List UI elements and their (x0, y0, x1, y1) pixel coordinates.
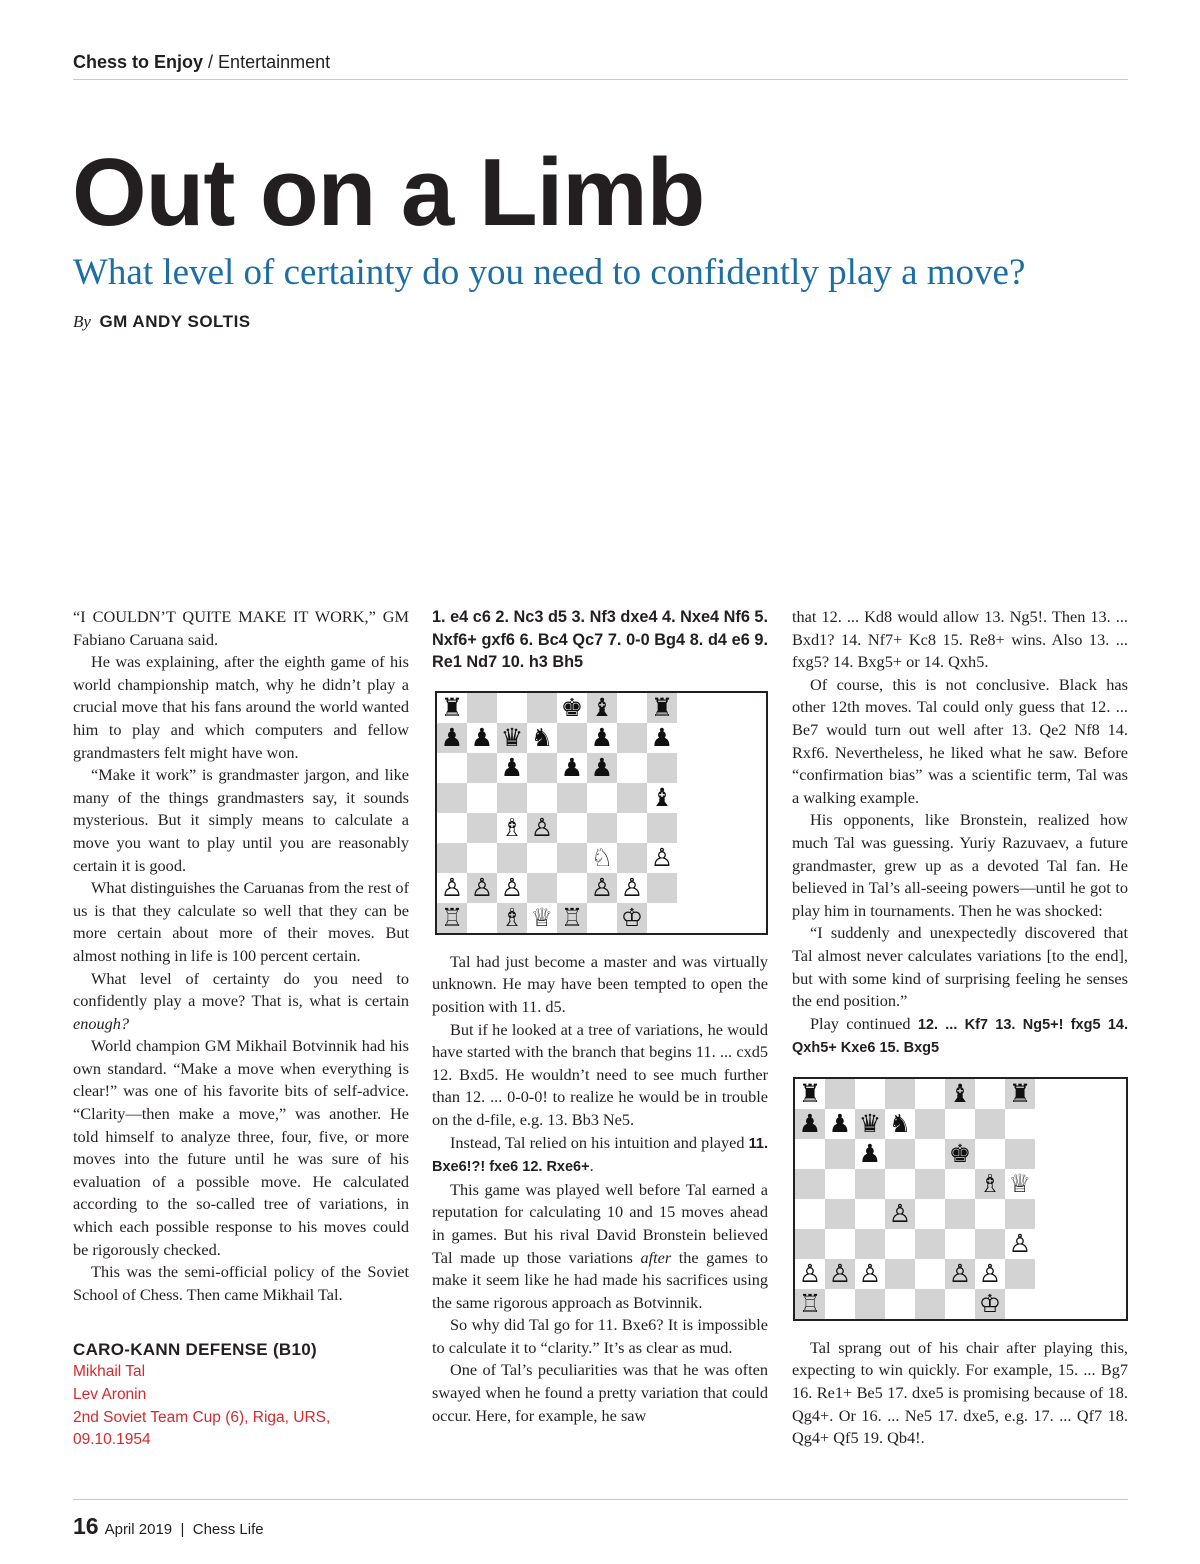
black-pawn-icon: ♟ (470, 722, 494, 752)
board-square (557, 753, 587, 783)
board-square (647, 723, 677, 753)
white-king-icon: ♔ (620, 902, 644, 932)
paragraph: His opponents, like Bronstein, realized how much Tal was guessing. Yuriy Razuvaev, a future grandmaster, grew up as a devoted Tal fan. He believed in Tal’s all-seeing powers—until he got to play him in tournaments. Then he was shocked: (792, 810, 1128, 920)
emphasis-text: after (640, 1247, 672, 1267)
move-text: 12. ... Kf7 13. Ng5+! fxg5 14. Qxh5+ Kxe6 15. Bxg5 (792, 1016, 1128, 1057)
board-square (647, 753, 677, 783)
white-pawn-icon: ♙ (858, 1258, 882, 1288)
board-square (527, 753, 557, 783)
white-pawn-icon: ♙ (978, 1258, 1002, 1288)
board-square (945, 1169, 975, 1199)
white-king-icon: ♔ (978, 1288, 1002, 1318)
board-square (437, 813, 467, 843)
page-footer (73, 1514, 264, 1542)
white-pawn-icon: ♙ (590, 872, 614, 902)
white-queen-icon: ♕ (530, 902, 554, 932)
board-square (855, 1079, 885, 1109)
paragraph-text: What level of certainty do you need to confidently play a move? That is, what is certain (73, 968, 409, 1011)
black-pawn-icon: ♟ (858, 1138, 882, 1168)
black-rook-icon: ♜ (650, 692, 674, 722)
board-square (617, 753, 647, 783)
column-1 (73, 606, 409, 1452)
board-square (437, 693, 467, 723)
board-square (1005, 1199, 1035, 1229)
paragraph: What distinguishes the Caruanas from the rest of us is that they calculate so well that they can be more certain about more of their moves. But almost nothing in life is 100 percent certain. (73, 878, 409, 965)
board-square (497, 843, 527, 873)
paragraph-text: This game was played well before Tal earned a reputation for calculating 10 and 15 moves ahead in games. But his rival David Bronstein believed Tal made up those variations (432, 1179, 768, 1267)
board-square (885, 1259, 915, 1289)
byline-prefix: By (73, 312, 91, 331)
board-square (825, 1139, 855, 1169)
board-square (587, 723, 617, 753)
board-square (557, 903, 587, 933)
board-square (825, 1259, 855, 1289)
paragraph-text: . (589, 1156, 594, 1176)
board-square (467, 873, 497, 903)
white-bishop-icon: ♗ (500, 812, 524, 842)
paragraph (792, 1013, 1128, 1060)
board-square (885, 1229, 915, 1259)
game-moves: 1. e4 c6 2. Nc3 d5 3. Nf3 dxe4 4. Nxe4 Nf6 5. Nxf6+ gxf6 6. Bc4 Qc7 7. 0-0 Bg4 8. d4 e6 9. Re1 Nd7 10. h3 Bh5 (432, 608, 768, 672)
paragraph: “I suddenly and unexpectedly discovered that Tal almost never calculates variations [to the end], but with some kind of surprising feeling he senses the end position.” (792, 923, 1128, 1011)
board-square (945, 1229, 975, 1259)
board-square (527, 903, 557, 933)
board-square (855, 1259, 885, 1289)
board-square (825, 1289, 855, 1319)
white-rook-icon: ♖ (798, 1288, 822, 1318)
white-pawn-icon: ♙ (530, 812, 554, 842)
paragraph: He was explaining, after the eighth game of his world championship match, why he didn’t play a crucial move that his fans around the world wanted him to play and which computers and fellow grandmasters felt might have won. (73, 652, 409, 762)
board-square (527, 693, 557, 723)
paragraph: But if he looked at a tree of variations, he would have started with the branch that begins 11. ... cxd5 12. Bxd5. He wouldn’t need to see much further than 12. ... 0-0-0! to realize he would be in trouble on the d-file, e.g. 13. Bb3 Ne5. (432, 1019, 768, 1129)
white-bishop-icon: ♗ (978, 1168, 1002, 1198)
column-2 (432, 606, 768, 1427)
board-square (617, 723, 647, 753)
board-square (825, 1199, 855, 1229)
black-bishop-icon: ♝ (948, 1078, 972, 1108)
white-pawn-icon: ♙ (948, 1258, 972, 1288)
black-queen-icon: ♛ (858, 1108, 882, 1138)
white-bishop-icon: ♗ (500, 902, 524, 932)
board-square (617, 903, 647, 933)
board-square (945, 1199, 975, 1229)
board-square (467, 723, 497, 753)
board-square (1005, 1079, 1035, 1109)
black-knight-icon: ♞ (888, 1108, 912, 1138)
board-square (497, 903, 527, 933)
black-queen-icon: ♛ (500, 722, 524, 752)
white-queen-icon: ♕ (1008, 1168, 1032, 1198)
black-pawn-icon: ♟ (440, 722, 464, 752)
paragraph-text: Instead, Tal relied on his intuition and played (450, 1132, 749, 1152)
board-square (795, 1199, 825, 1229)
board-square (467, 843, 497, 873)
board-square (557, 873, 587, 903)
black-pawn-icon: ♟ (828, 1108, 852, 1138)
black-pawn-icon: ♟ (590, 722, 614, 752)
board-square (1005, 1169, 1035, 1199)
board-square (437, 903, 467, 933)
byline (73, 309, 251, 334)
board-square (497, 753, 527, 783)
section-name: Chess to Enjoy (73, 52, 204, 72)
board-square (885, 1169, 915, 1199)
paragraph: Of course, this is not conclusive. Black has other 12th moves. Tal could only guess that 12. ... Be7 would turn out well after 13. Qe2 Nf8 14. Rxf6. Nevertheless, he liked what he saw. Before “confirmation bias” was a scientific term, Tal was a walking example. (792, 674, 1128, 807)
board-square (437, 723, 467, 753)
board-square (587, 783, 617, 813)
board-square (587, 873, 617, 903)
board-square (795, 1109, 825, 1139)
board-square (557, 843, 587, 873)
board-square (975, 1229, 1005, 1259)
white-pawn-icon: ♙ (1008, 1228, 1032, 1258)
white-pawn-icon: ♙ (620, 872, 644, 902)
footer-divider (73, 1499, 1128, 1500)
board-square (885, 1079, 915, 1109)
black-king-icon: ♚ (948, 1138, 972, 1168)
black-bishop-icon: ♝ (650, 782, 674, 812)
move-text: 11. Bxe6!?! fxe6 12. Rxe6+ (432, 1135, 768, 1176)
article-title: Out on a Limb (72, 139, 705, 246)
paragraph: Tal sprang out of his chair after playing this, expecting to win quickly. For example, 15. ... Bg7 16. Re1+ Be5 17. dxe5 is promising because of 18. Qg4+. Or 16. ... Ne5 17. dxe5, e.g. 17. ... Qf7 18. Qg4+ Qf5 19. Qb4!. (792, 1337, 1128, 1448)
black-pawn-icon: ♟ (798, 1108, 822, 1138)
board-square (855, 1289, 885, 1319)
board-square (647, 693, 677, 723)
black-rook-icon: ♜ (440, 692, 464, 722)
paragraph: “Make it work” is grandmaster jargon, and like many of the things grandmasters say, it sounds mysterious. But it simply means to calculate a move you want to play until you are reasonably certain it is good. (73, 765, 409, 875)
board-square (617, 873, 647, 903)
paragraph: Tal had just become a master and was virtually unknown. He may have been tempted to open the position with 11. d5. (432, 951, 768, 1016)
board-square (915, 1109, 945, 1139)
board-square (945, 1289, 975, 1319)
board-square (587, 813, 617, 843)
board-square (617, 843, 647, 873)
game-black-player: Lev Aronin (73, 1386, 147, 1403)
board-square (497, 873, 527, 903)
board-square (795, 1289, 825, 1319)
game-title: CARO-KANN DEFENSE (B10) (73, 1340, 317, 1360)
board-square (437, 843, 467, 873)
board-square (497, 723, 527, 753)
black-king-icon: ♚ (560, 692, 584, 722)
paragraph: This was the semi-official policy of the Soviet School of Chess. Then came Mikhail Tal. (73, 1262, 409, 1304)
board-square (497, 813, 527, 843)
white-pawn-icon: ♙ (798, 1258, 822, 1288)
board-square (467, 693, 497, 723)
board-square (975, 1169, 1005, 1199)
board-square (855, 1229, 885, 1259)
column-3 (792, 606, 1128, 1450)
board-square (527, 873, 557, 903)
white-rook-icon: ♖ (440, 902, 464, 932)
board-square (795, 1079, 825, 1109)
board-square (795, 1139, 825, 1169)
paragraph-text: Play continued (810, 1013, 918, 1033)
board-square (437, 783, 467, 813)
board-square (1005, 1229, 1035, 1259)
board-square (587, 753, 617, 783)
board-square (825, 1109, 855, 1139)
board-square (915, 1229, 945, 1259)
board-square (975, 1289, 1005, 1319)
board-square (557, 723, 587, 753)
board-square (647, 783, 677, 813)
board-square (617, 783, 647, 813)
board-square (587, 693, 617, 723)
game-date: 09.10.1954 (73, 1431, 151, 1449)
black-pawn-icon: ♟ (590, 752, 614, 782)
paragraph: “I COULDN’T QUITE MAKE IT WORK,” GM Fabiano Caruana said. (73, 607, 409, 649)
board-square (467, 813, 497, 843)
white-pawn-icon: ♙ (470, 872, 494, 902)
board-square (587, 843, 617, 873)
board-square (527, 813, 557, 843)
white-pawn-icon: ♙ (888, 1198, 912, 1228)
footer-separator: | (180, 1521, 185, 1538)
page-number: 16 (73, 1513, 99, 1539)
board-square (855, 1109, 885, 1139)
board-square (975, 1139, 1005, 1169)
board-square (885, 1199, 915, 1229)
board-square (795, 1259, 825, 1289)
board-square (647, 843, 677, 873)
author-name: GM ANDY SOLTIS (99, 312, 251, 331)
board-square (647, 873, 677, 903)
board-square (795, 1169, 825, 1199)
board-square (915, 1259, 945, 1289)
paragraph-text: the games to make it seem like he had made his sacrifices using the same rigorous approach as Botvinnik. (432, 1247, 768, 1312)
issue-date: April 2019 (104, 1521, 173, 1538)
board-square (557, 813, 587, 843)
white-pawn-icon: ♙ (650, 842, 674, 872)
board-square (617, 813, 647, 843)
black-rook-icon: ♜ (1008, 1078, 1032, 1108)
board-square (587, 903, 617, 933)
board-square (825, 1169, 855, 1199)
game-white-player: Mikhail Tal (73, 1363, 146, 1381)
board-square (437, 753, 467, 783)
board-square (647, 813, 677, 843)
board-square (825, 1079, 855, 1109)
paragraph (432, 1179, 768, 1315)
board-square (527, 783, 557, 813)
black-pawn-icon: ♟ (650, 722, 674, 752)
emphasis-text: enough? (73, 1013, 130, 1033)
article-subtitle: What level of certainty do you need to confidently play a move? (73, 252, 1026, 293)
board-square (975, 1109, 1005, 1139)
section-category: Entertainment (218, 52, 331, 72)
board-square (945, 1079, 975, 1109)
board-square (467, 753, 497, 783)
black-pawn-icon: ♟ (560, 752, 584, 782)
section-header (73, 51, 1128, 80)
magazine-name: Chess Life (192, 1521, 264, 1538)
paragraph (432, 1132, 768, 1179)
board-square (915, 1139, 945, 1169)
board-square (467, 903, 497, 933)
board-square (885, 1289, 915, 1319)
board-square (527, 723, 557, 753)
board-square (497, 693, 527, 723)
chess-diagram-2 (793, 1077, 1128, 1321)
board-square (975, 1079, 1005, 1109)
board-square (915, 1289, 945, 1319)
black-knight-icon: ♞ (530, 722, 554, 752)
board-square (885, 1139, 915, 1169)
board-square (945, 1259, 975, 1289)
board-square (795, 1229, 825, 1259)
board-square (825, 1229, 855, 1259)
white-rook-icon: ♖ (560, 902, 584, 932)
board-square (1005, 1109, 1035, 1139)
board-square (647, 903, 677, 933)
board-square (617, 693, 647, 723)
board-square (915, 1199, 945, 1229)
header-separator: / (203, 52, 219, 72)
board-square (497, 783, 527, 813)
paragraph (73, 968, 409, 1036)
board-square (855, 1199, 885, 1229)
board-square (915, 1169, 945, 1199)
board-square (467, 783, 497, 813)
board-square (945, 1139, 975, 1169)
board-square (527, 843, 557, 873)
board-square (1005, 1139, 1035, 1169)
board-square (437, 873, 467, 903)
board-square (975, 1259, 1005, 1289)
board-square (975, 1199, 1005, 1229)
board-square (915, 1079, 945, 1109)
board-square (1005, 1289, 1035, 1319)
board-square (855, 1169, 885, 1199)
paragraph: World champion GM Mikhail Botvinnik had his own standard. “Make a move when everything is clear!” was one of his favorite bits of self-advice. “Clarity—then make a move,” was another. He told himself to analyze three, four, five, or more moves into the future until he was sure of his evaluation of a possible move. He calculated according to the so-called tree of variations, in which each possible response to his moves could be rigorously checked. (73, 1036, 409, 1259)
board-square (855, 1139, 885, 1169)
white-pawn-icon: ♙ (828, 1258, 852, 1288)
black-bishop-icon: ♝ (590, 692, 614, 722)
white-pawn-icon: ♙ (500, 872, 524, 902)
board-square (557, 693, 587, 723)
white-pawn-icon: ♙ (440, 872, 464, 902)
paragraph: So why did Tal go for 11. Bxe6? It is impossible to calculate it to “clarity.” It’s as clear as mud. (432, 1315, 768, 1357)
paragraph: that 12. ... Kd8 would allow 13. Ng5!. Then 13. ... Bxd1? 14. Nf7+ Kc8 15. Re8+ wins. Also 13. ... fxg5? 14. Bxg5+ or 14. Qxh5. (792, 607, 1128, 672)
game-event: 2nd Soviet Team Cup (6), Riga, URS, (73, 1408, 331, 1426)
black-rook-icon: ♜ (798, 1078, 822, 1108)
board-square (885, 1109, 915, 1139)
board-square (945, 1109, 975, 1139)
paragraph: One of Tal’s peculiarities was that he was often swayed when he found a pretty variation that could occur. Here, for example, he saw (432, 1360, 768, 1425)
board-square (557, 783, 587, 813)
board-square (1005, 1259, 1035, 1289)
white-knight-icon: ♘ (590, 842, 614, 872)
black-pawn-icon: ♟ (500, 752, 524, 782)
chess-diagram-1 (435, 691, 768, 935)
